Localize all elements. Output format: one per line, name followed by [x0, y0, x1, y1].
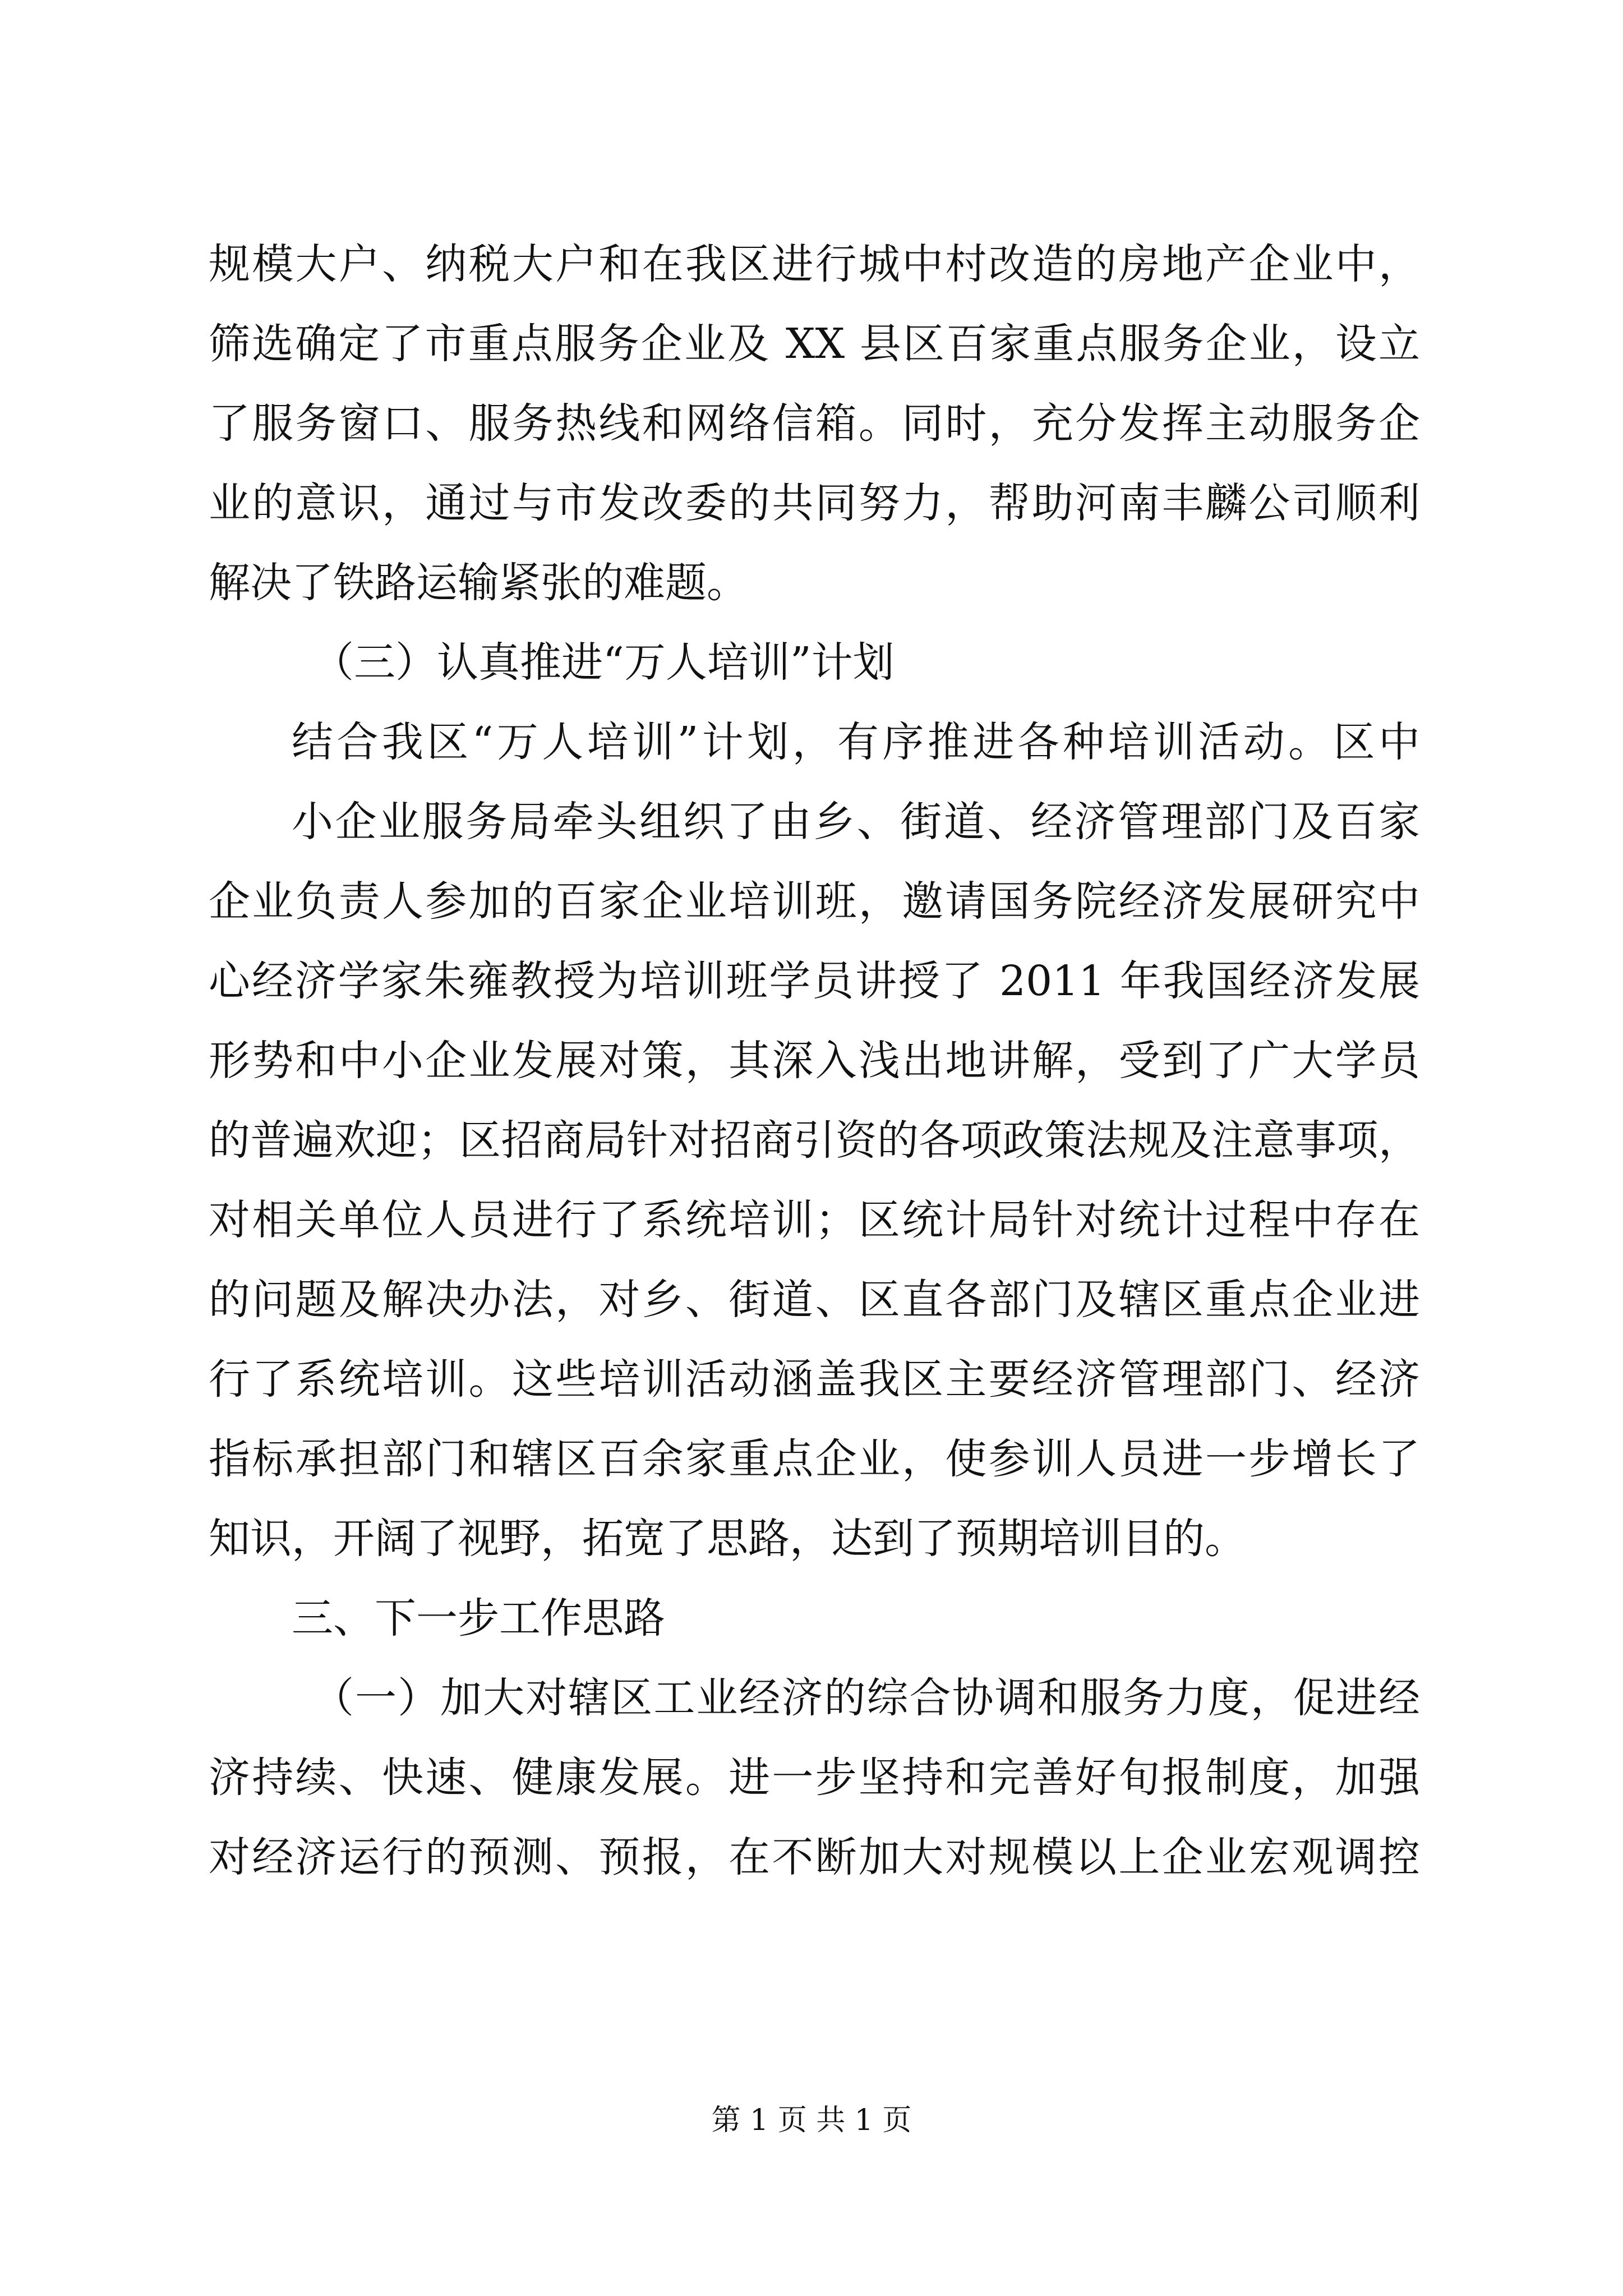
paragraph-line: 业的意识，通过与市发改委的共同努力，帮助河南丰麟公司顺利 — [209, 479, 1420, 527]
paragraph-line: 的问题及解决办法，对乡、街道、区直各部门及辖区重点企业进 — [209, 1276, 1420, 1324]
paragraph-line: 济持续、快速、健康发展。进一步坚持和完善好旬报制度，加强 — [209, 1754, 1420, 1802]
paragraph-line: 形势和中小企业发展对策，其深入浅出地讲解，受到了广大学员 — [209, 1037, 1420, 1085]
paragraph-line: 小企业服务局牵头组织了由乡、街道、经济管理部门及百家 — [292, 798, 1420, 846]
page-footer: 第 1 页 共 1 页 — [711, 2104, 912, 2137]
paragraph-line: 了服务窗口、服务热线和网络信箱。同时，充分发挥主动服务企 — [209, 399, 1420, 448]
paragraph-line: 筛选确定了市重点服务企业及 XX 县区百家重点服务企业，设立 — [209, 320, 1420, 368]
paragraph-line: （一）加大对辖区工业经济的综合协调和服务力度，促进经 — [312, 1674, 1420, 1722]
paragraph-line: 结合我区“万人培训”计划，有序推进各种培训活动。区中 — [292, 718, 1420, 766]
paragraph-line: 的普遍欢迎；区招商局针对招商引资的各项政策法规及注意事项， — [209, 1116, 1420, 1165]
paragraph-line: 企业负责人参加的百家企业培训班，邀请国务院经济发展研究中 — [209, 877, 1420, 926]
section-heading: 三、下一步工作思路 — [292, 1594, 665, 1642]
document-body — [209, 224, 1420, 1897]
paragraph-line: 指标承担部门和辖区百余家重点企业，使参训人员进一步增长了 — [209, 1435, 1420, 1483]
paragraph-line: 规模大户、纳税大户和在我区进行城中村改造的房地产企业中， — [209, 240, 1420, 288]
paragraph-line: 知识，开阔了视野，拓宽了思路，达到了预期培训目的。 — [209, 1515, 1246, 1563]
paragraph-line: 对相关单位人员进行了系统培训；区统计局针对统计过程中存在 — [209, 1196, 1420, 1244]
paragraph-line: 解决了铁路运输紧张的难题。 — [209, 559, 748, 607]
paragraph-line: 行了系统培训。这些培训活动涵盖我区主要经济管理部门、经济 — [209, 1355, 1420, 1404]
paragraph-line: 心经济学家朱雍教授为培训班学员讲授了 2011 年我国经济发展 — [209, 957, 1420, 1005]
section-heading: （三）认真推进“万人培训”计划 — [312, 638, 895, 687]
paragraph-line: 对经济运行的预测、预报，在不断加大对规模以上企业宏观调控 — [209, 1833, 1420, 1881]
